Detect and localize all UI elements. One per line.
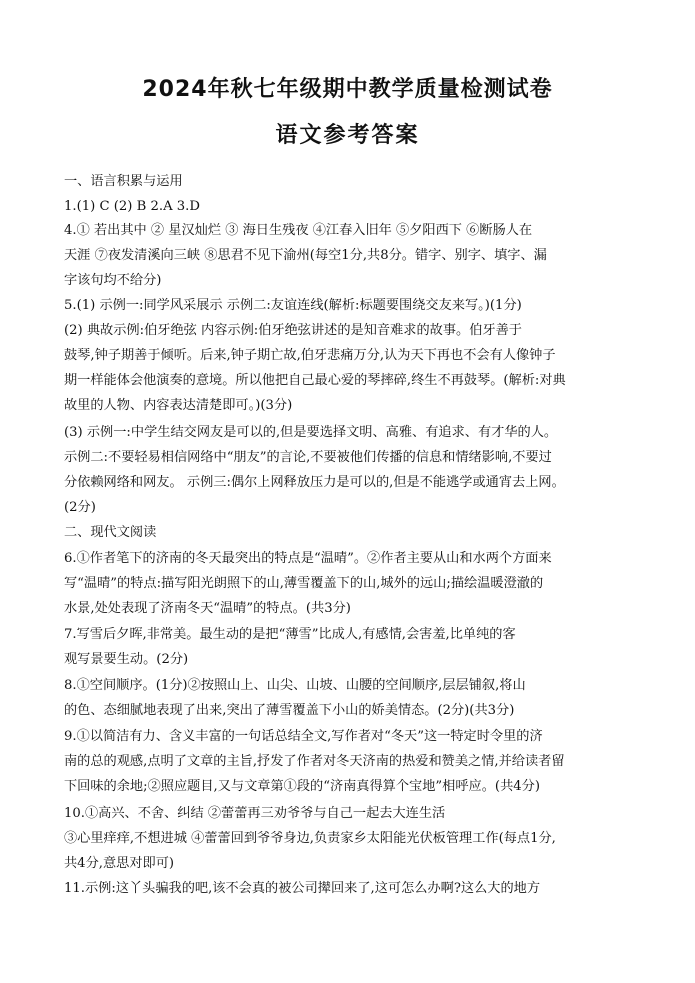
answer-line: (2) 典故示例:伯牙绝弦 内容示例:伯牙绝弦讲述的是知音难求的故事。伯牙善于	[64, 323, 522, 338]
section-heading-language: 一、语言积累与运用	[64, 174, 183, 189]
answer-line: 9.①以简洁有力、含义丰富的一句话总结全文,写作者对“冬天”这一特定时令里的济	[64, 729, 543, 744]
answer-line: 7.写雪后夕晖,非常美。最生动的是把“薄雪”比成人,有感情,会害羞,比单纯的客	[64, 627, 516, 642]
exam-title: 2024年秋七年级期中教学质量检测试卷	[142, 77, 553, 102]
answer-line: 示例二:不要轻易相信网络中“朋友”的言论,不要被他们传播的信息和情绪影响,不要过	[64, 450, 552, 465]
answer-line: 1.(1) C (2) B 2.A 3.D	[64, 199, 200, 214]
answer-line: (2分)	[64, 500, 96, 515]
answer-line: (3) 示例一:中学生结交网友是可以的,但是要选择文明、高雅、有追求、有才华的人。	[64, 425, 558, 440]
answer-line: 故里的人物、内容表达清楚即可。)(3分)	[64, 398, 293, 413]
answer-line: 4.① 若出其中 ② 星汉灿烂 ③ 海日生残夜 ④江春入旧年 ⑤夕阳西下 ⑥断肠人在	[64, 223, 533, 238]
section-heading-reading: 二、现代文阅读	[64, 525, 157, 540]
answer-line: 8.①空间顺序。(1分)②按照山上、山尖、山坡、山腰的空间顺序,层层铺叙,将山	[64, 678, 526, 693]
answer-line: 字该句均不给分)	[64, 273, 162, 288]
answer-line: 10.①高兴、不舍、纠结 ②蕾蕾再三劝爷爷与自己一起去大连生活	[64, 806, 446, 821]
answer-line: 观写景要生动。(2分)	[64, 652, 189, 667]
answer-line: 5.(1) 示例一:同学风采展示 示例二:友谊连线(解析:标题要围绕交友来写。)(1分)	[64, 298, 522, 313]
answer-line: 写“温晴”的特点:描写阳光朗照下的山,薄雪覆盖下的山,城外的远山;描绘温暖澄澈的	[64, 576, 544, 591]
answer-line: 6.①作者笔下的济南的冬天最突出的特点是“温晴”。②作者主要从山和水两个方面来	[64, 551, 552, 566]
answer-line: 共4分,意思对即可)	[64, 856, 175, 871]
answer-line: 天涯 ⑦夜发清溪向三峡 ⑧思君不见下渝州(每空1分,共8分。错字、别字、填字、漏	[64, 248, 547, 263]
exam-subtitle: 语文参考答案	[275, 123, 420, 148]
answer-line: 11.示例:这丫头骗我的吧,该不会真的被公司撵回来了,这可怎么办啊?这么大的地方	[64, 881, 541, 896]
answer-line: 南的总的观感,点明了文章的主旨,抒发了作者对冬天济南的热爱和赞美之情,并给读者留	[64, 754, 565, 769]
answer-line: 期一样能体会他演奏的意境。所以他把自己最心爱的琴摔碎,终生不再鼓琴。(解析:对典	[64, 373, 566, 388]
answer-line: 鼓琴,钟子期善于倾听。后来,钟子期亡故,伯牙悲痛万分,认为天下再也不会有人像钟子	[64, 348, 556, 363]
answer-line: 下回味的余地;②照应题目,又与文章第①段的“济南真得算个宝地”相呼应。(共4分)	[64, 779, 540, 794]
answer-line: 水景,处处表现了济南冬天“温晴”的特点。(共3分)	[64, 601, 351, 616]
answer-line: ③心里痒痒,不想进城 ④蕾蕾回到爷爷身边,负责家乡太阳能光伏板管理工作(每点1分,	[64, 831, 556, 846]
answer-line: 的色、态细腻地表现了出来,突出了薄雪覆盖下小山的娇美情态。(2分)(共3分)	[64, 703, 515, 718]
answer-line: 分依赖网络和网友。 示例三:偶尔上网释放压力是可以的,但是不能逃学或通宵去上网。	[64, 475, 565, 490]
